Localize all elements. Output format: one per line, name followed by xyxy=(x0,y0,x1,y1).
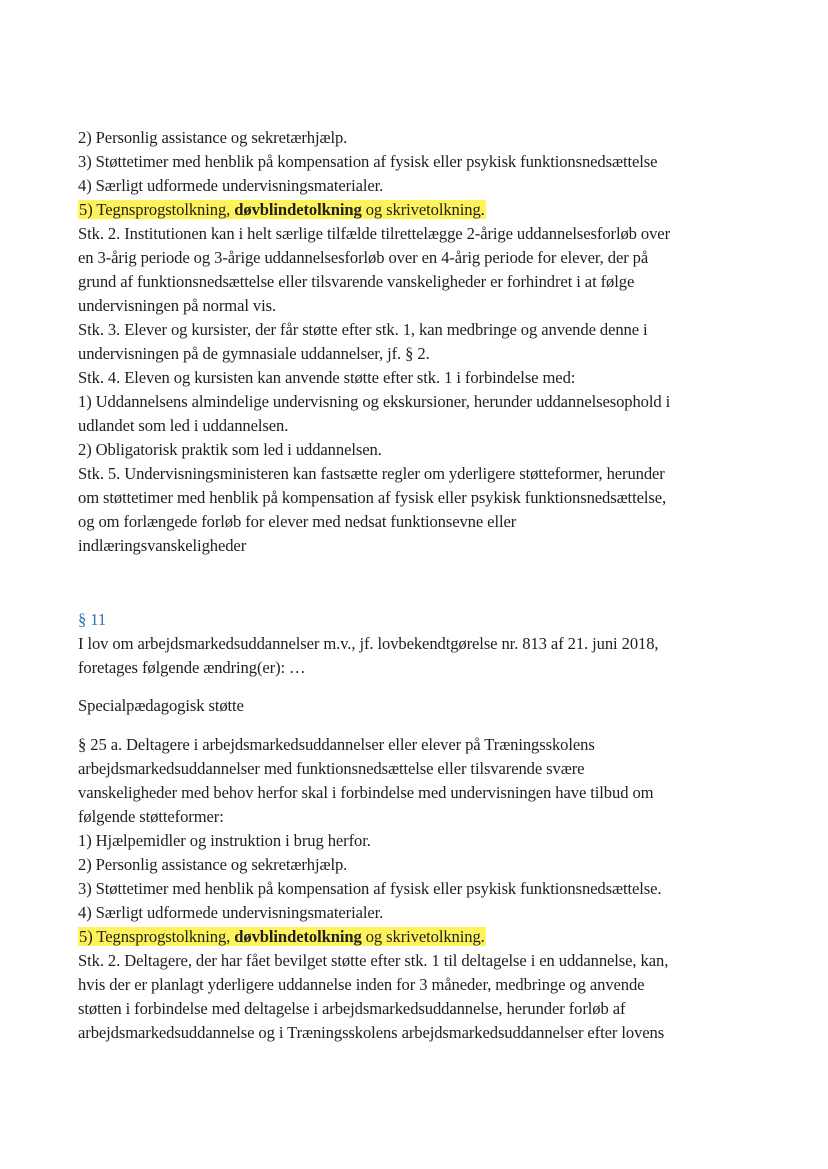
text-line: 2) Personlig assistance og sekretærhjælp. xyxy=(78,128,348,147)
text-line: 3) Støttetimer med henblik på kompensation af fysisk eller psykisk funktionsnedsættelse xyxy=(78,152,658,171)
text-line: støtten i forbindelse med deltagelse i arbejdsmarkedsuddannelse, herunder forløb af xyxy=(78,999,626,1018)
text-line: indlæringsvanskeligheder xyxy=(78,536,247,555)
section-block xyxy=(78,608,738,680)
text-line: foretages følgende ændring(er): … xyxy=(78,658,306,677)
text-line: Stk. 2. Deltagere, der har fået bevilget støtte efter stk. 1 til deltagelse i en uddannelse, kan, xyxy=(78,951,669,970)
text-line: 1) Uddannelsens almindelige undervisning og ekskursioner, herunder uddannelsesophold i xyxy=(78,392,671,411)
text-line: undervisningen på normal vis. xyxy=(78,296,277,315)
section-heading: § 11 xyxy=(78,610,107,629)
text-line: 4) Særligt udformede undervisningsmaterialer. xyxy=(78,176,384,195)
text-line: 2) Personlig assistance og sekretærhjælp. xyxy=(78,855,348,874)
text-block-1 xyxy=(78,126,738,558)
text-line: udlandet som led i uddannelsen. xyxy=(78,416,289,435)
highlight-text: 5) Tegnsprogstolkning, xyxy=(79,200,235,219)
highlight-text: og skrivetolkning. xyxy=(361,927,485,946)
text-line: I lov om arbejdsmarkedsuddannelser m.v., jf. lovbekendtgørelse nr. 813 af 21. juni 2018, xyxy=(78,634,659,653)
text-line: arbejdsmarkedsuddannelser med funktionsnedsættelse eller tilsvarende svære xyxy=(78,759,585,778)
highlight-span xyxy=(78,200,486,219)
highlighted-line xyxy=(78,198,738,222)
text-line: Stk. 3. Elever og kursister, der får støtte efter stk. 1, kan medbringe og anvende denne i xyxy=(78,320,648,339)
subheading: Specialpædagogisk støtte xyxy=(78,696,244,715)
highlighted-line xyxy=(78,925,738,949)
subheading-block xyxy=(78,694,738,718)
text-line: og om forlængede forløb for elever med nedsat funktionsevne eller xyxy=(78,512,517,531)
text-line: Stk. 2. Institutionen kan i helt særlige tilfælde tilrettelægge 2-årige uddannelsesforløb over xyxy=(78,224,671,243)
highlight-text: 5) Tegnsprogstolkning, xyxy=(79,927,235,946)
highlight-bold-text: døvblindetolkning xyxy=(234,200,362,219)
text-line: undervisningen på de gymnasiale uddannelser, jf. § 2. xyxy=(78,344,430,363)
text-line: § 25 a. Deltagere i arbejdsmarkedsuddannelser eller elever på Træningsskolens xyxy=(78,735,595,754)
text-line: hvis der er planlagt yderligere uddannelse inden for 3 måneder, medbringe og anvende xyxy=(78,975,645,994)
text-line: Stk. 4. Eleven og kursisten kan anvende støtte efter stk. 1 i forbindelse med: xyxy=(78,368,576,387)
text-line: en 3-årig periode og 3-årige uddannelsesforløb over en 4-årig periode for elever, der på xyxy=(78,248,649,267)
text-line: Stk. 5. Undervisningsministeren kan fastsætte regler om yderligere støtteformer, herunder xyxy=(78,464,665,483)
text-line: 4) Særligt udformede undervisningsmaterialer. xyxy=(78,903,384,922)
text-line: grund af funktionsnedsættelse eller tilsvarende vanskeligheder er forhindret i at følge xyxy=(78,272,635,291)
highlight-text: og skrivetolkning. xyxy=(361,200,485,219)
text-line: 3) Støttetimer med henblik på kompensation af fysisk eller psykisk funktionsnedsættelse. xyxy=(78,879,662,898)
highlight-bold-text: døvblindetolkning xyxy=(234,927,362,946)
text-line: arbejdsmarkedsuddannelse og i Træningsskolens arbejdsmarkedsuddannelser efter lovens xyxy=(78,1023,665,1042)
highlight-span xyxy=(78,927,486,946)
text-line: om støttetimer med henblik på kompensation af fysisk eller psykisk funktionsnedsættelse, xyxy=(78,488,667,507)
text-line: vanskeligheder med behov herfor skal i forbindelse med undervisningen have tilbud om xyxy=(78,783,654,802)
text-line: 2) Obligatorisk praktik som led i uddannelsen. xyxy=(78,440,382,459)
text-line: 1) Hjælpemidler og instruktion i brug herfor. xyxy=(78,831,371,850)
text-block-2 xyxy=(78,733,738,1045)
text-line: følgende støtteformer: xyxy=(78,807,224,826)
